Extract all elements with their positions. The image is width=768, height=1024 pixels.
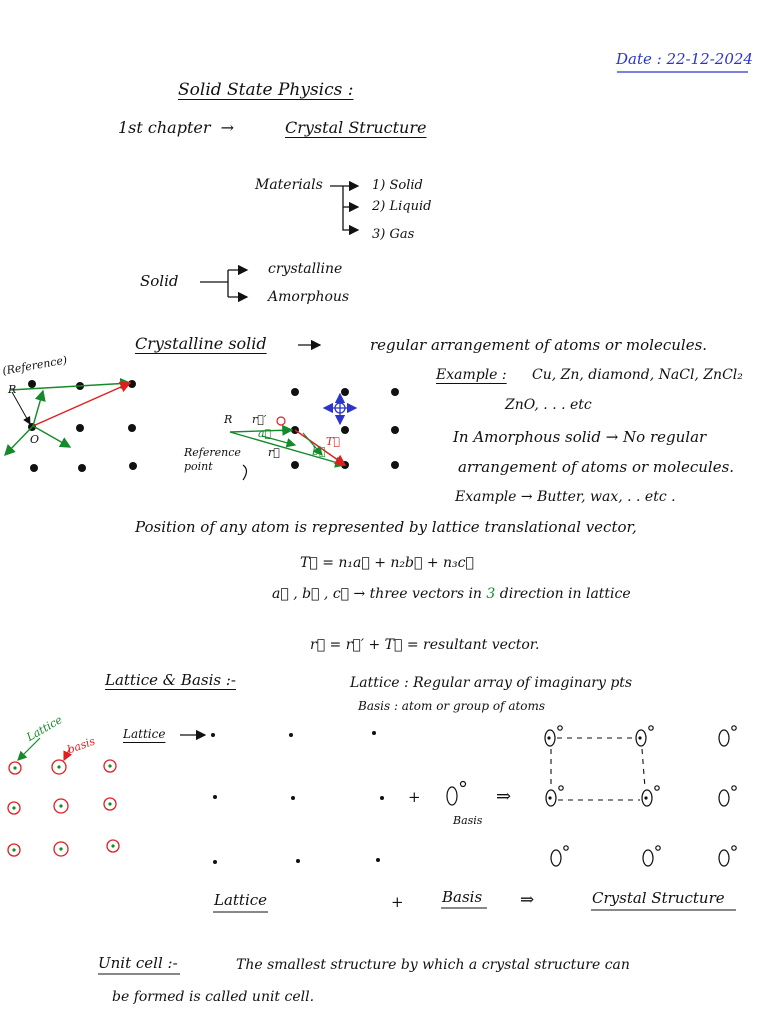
summary-lattice: Lattice <box>214 891 268 909</box>
translation-equation: T⃗ = n₁a⃗ + n₂b⃗ + n₃c⃗ <box>300 555 474 571</box>
crystalline-heading: Crystalline solid <box>135 334 267 353</box>
left-vectors <box>5 383 130 455</box>
left-basis-label: basis <box>65 734 97 757</box>
chapter-prefix: 1st chapter → <box>118 118 235 137</box>
left-o-label: O <box>30 433 40 446</box>
lattice-definition: Lattice : Regular array of imaginary pts <box>350 675 633 691</box>
left-lattice-dots <box>28 380 137 472</box>
example-label: Example : <box>436 367 507 383</box>
vectors-text: a⃗ , b⃗ , c⃗ → three vectors in 3 direction in lattice <box>272 586 631 602</box>
material-liquid: 2) Liquid <box>372 199 432 214</box>
mid-a-label: a⃗ <box>258 427 272 440</box>
solid-label: Solid <box>140 272 179 290</box>
page-title: Solid State Physics : <box>178 80 354 100</box>
summary-plus: + <box>391 893 404 911</box>
basis-label: Basis <box>453 814 483 827</box>
mid-rprime-label: r⃗′ <box>252 413 267 426</box>
chapter-name: Crystal Structure <box>285 118 427 137</box>
mid-b-label: b⃗ <box>312 445 326 458</box>
unit-cell-line1: The smallest structure by which a crystal structure can <box>236 957 630 973</box>
material-gas: 3) Gas <box>372 227 415 242</box>
unit-cell-heading: Unit cell :- <box>98 954 178 972</box>
solid-crystalline: crystalline <box>268 261 343 277</box>
position-text: Position of any atom is represented by lattice translational vector, <box>135 518 637 536</box>
amorphous-line1: In Amorphous solid → No regular <box>453 428 707 446</box>
implies-sign: ⇒ <box>496 786 512 807</box>
blue-axes <box>324 394 356 424</box>
basis-definition: Basis : atom or group of atoms <box>358 699 546 713</box>
resultant-equation: r⃗ = r⃗′ + T⃗ = resultant vector. <box>310 637 540 653</box>
lattice-dots <box>211 731 384 864</box>
material-solid: 1) Solid <box>372 178 423 193</box>
reference-label: (Reference) <box>1 353 69 378</box>
basis-atom <box>447 782 466 806</box>
example-1: Cu, Zn, diamond, NaCl, ZnCl₂ <box>532 367 743 383</box>
crystal-atoms <box>545 726 736 866</box>
summary-crystal: Crystal Structure <box>592 889 725 907</box>
left-r-label: R <box>8 383 17 396</box>
lattice-basis-heading: Lattice & Basis :- <box>105 671 236 689</box>
solid-amorphous: Amorphous <box>268 289 350 305</box>
materials-label: Materials <box>255 177 323 193</box>
solid-tree <box>200 270 247 297</box>
amorphous-example: Example → Butter, wax, . . etc . <box>455 489 676 505</box>
summary-arrow: ⇒ <box>520 890 535 910</box>
mid-t-label: T⃗ <box>326 435 340 448</box>
materials-tree <box>330 186 358 230</box>
red-basis-centers <box>12 764 114 851</box>
red-basis-grid <box>8 760 119 856</box>
three-number: 3 <box>486 586 496 602</box>
reference-point-label: Reference point <box>184 446 241 473</box>
mid-r-vector-label: r⃗ <box>268 446 280 459</box>
date: Date : 22-12-2024 <box>616 50 753 68</box>
amorphous-line2: arrangement of atoms or molecules. <box>458 458 735 476</box>
mid-r-label: R <box>224 413 233 426</box>
mid-lattice-dots <box>291 388 399 469</box>
crystalline-definition: regular arrangement of atoms or molecules. <box>370 336 708 354</box>
example-2: ZnO, . . . etc <box>505 397 592 413</box>
unit-cell-line2: be formed is called unit cell. <box>112 989 315 1005</box>
lattice-word: Lattice <box>123 727 166 741</box>
summary-basis: Basis <box>442 888 483 906</box>
unit-cell-dashes <box>551 738 645 800</box>
left-lattice-label: Lattice <box>24 713 65 744</box>
plus-sign: + <box>408 788 421 806</box>
